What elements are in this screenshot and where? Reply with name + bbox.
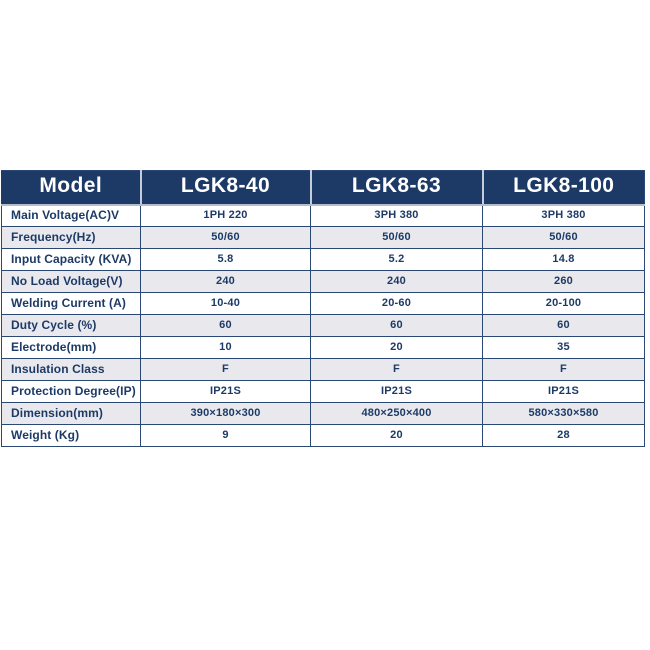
value-cell: 60 [483,315,645,337]
spec-table [1,170,645,447]
value-cell: 480×250×400 [311,403,483,425]
value-cell: 5.8 [141,249,311,271]
header-row [2,171,645,205]
value-cell: 28 [483,425,645,447]
row-label: Main Voltage(AC)V [2,205,141,227]
row-label: Welding Current (A) [2,293,141,315]
value-cell: 35 [483,337,645,359]
value-cell: 50/60 [483,227,645,249]
value-cell: F [311,359,483,381]
spec-table-body [2,205,645,447]
value-cell: 240 [141,271,311,293]
row-label: Input Capacity (KVA) [2,249,141,271]
row-label: Dimension(mm) [2,403,141,425]
value-cell: 50/60 [141,227,311,249]
value-cell: 5.2 [311,249,483,271]
row-label: Weight (Kg) [2,425,141,447]
value-cell: 3PH 380 [483,205,645,227]
header-col-lgk8-100: LGK8-100 [483,171,645,205]
header-col-lgk8-40: LGK8-40 [141,171,311,205]
table-row-main-voltage [2,205,645,227]
value-cell: 20-60 [311,293,483,315]
spec-table-container [1,170,644,447]
table-row-protection-degree [2,381,645,403]
value-cell: 14.8 [483,249,645,271]
value-cell: 240 [311,271,483,293]
value-cell: IP21S [311,381,483,403]
value-cell: 580×330×580 [483,403,645,425]
value-cell: 3PH 380 [311,205,483,227]
value-cell: 390×180×300 [141,403,311,425]
row-label: Insulation Class [2,359,141,381]
table-row-input-capacity [2,249,645,271]
value-cell: IP21S [141,381,311,403]
value-cell: 60 [311,315,483,337]
spec-table-header [2,171,645,205]
value-cell: 20 [311,337,483,359]
value-cell: 20-100 [483,293,645,315]
table-row-weight [2,425,645,447]
row-label: Electrode(mm) [2,337,141,359]
value-cell: 260 [483,271,645,293]
header-col-lgk8-63: LGK8-63 [311,171,483,205]
value-cell: 20 [311,425,483,447]
value-cell: 9 [141,425,311,447]
value-cell: F [483,359,645,381]
table-row-frequency [2,227,645,249]
value-cell: 10 [141,337,311,359]
table-row-electrode [2,337,645,359]
value-cell: F [141,359,311,381]
value-cell: 10-40 [141,293,311,315]
value-cell: 1PH 220 [141,205,311,227]
table-row-duty-cycle [2,315,645,337]
table-row-no-load-voltage [2,271,645,293]
value-cell: 50/60 [311,227,483,249]
row-label: Frequency(Hz) [2,227,141,249]
value-cell: IP21S [483,381,645,403]
header-model-cell: Model [2,171,141,205]
row-label: Protection Degree(IP) [2,381,141,403]
table-row-welding-current [2,293,645,315]
table-row-dimension [2,403,645,425]
table-row-insulation-class [2,359,645,381]
row-label: No Load Voltage(V) [2,271,141,293]
row-label: Duty Cycle (%) [2,315,141,337]
value-cell: 60 [141,315,311,337]
